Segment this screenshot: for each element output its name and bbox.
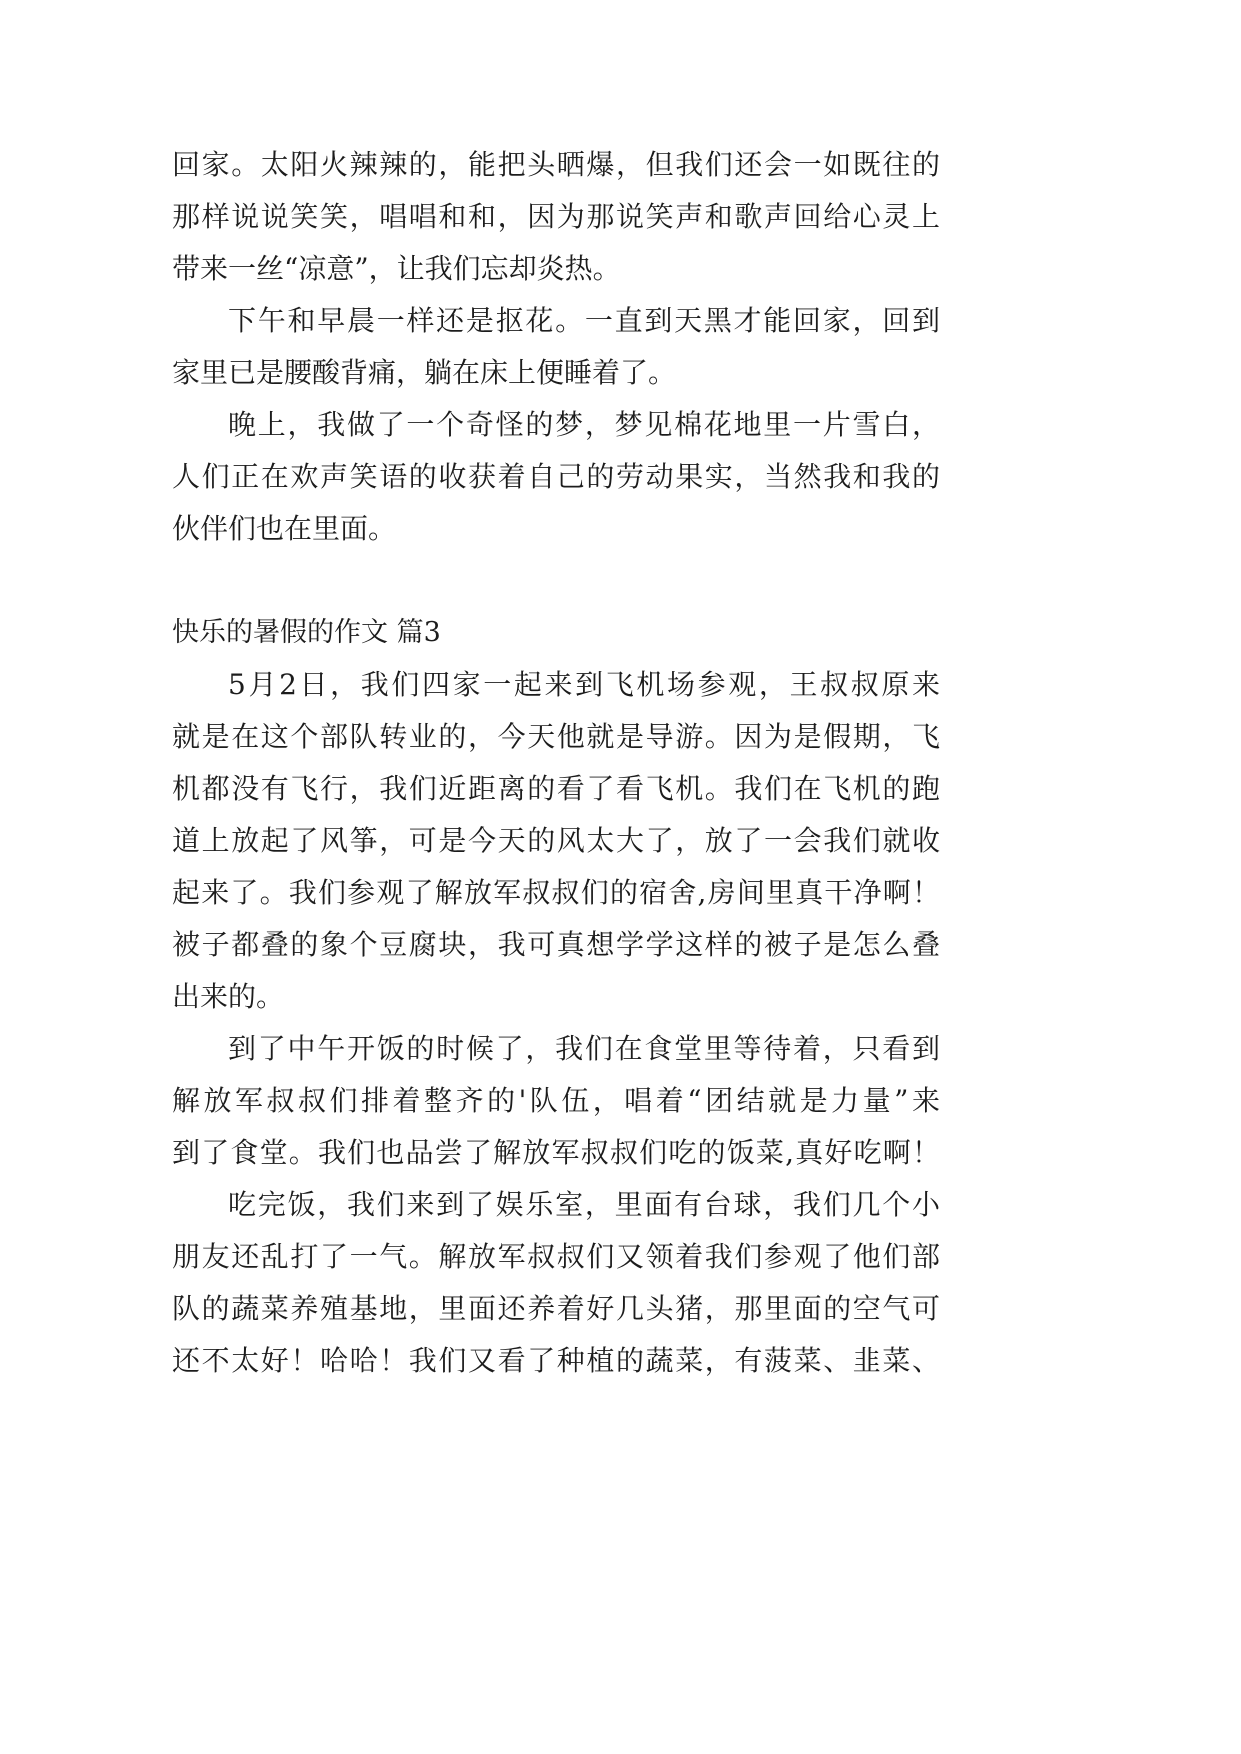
text-line: 道上放起了风筝，可是今天的风太大了，放了一会我们就收: [172, 824, 940, 857]
text-line: 吃完饭，我们来到了娱乐室，里面有台球，我们几个小: [228, 1188, 940, 1221]
text-line: 晚上，我做了一个奇怪的梦，梦见棉花地里一片雪白，: [228, 408, 940, 441]
text-line: 被子都叠的象个豆腐块，我可真想学学这样的被子是怎么叠: [172, 928, 940, 961]
text-line: 起来了。我们参观了解放军叔叔们的宿舍,房间里真干净啊！: [172, 876, 940, 909]
text-line: 回家。太阳火辣辣的，能把头晒爆，但我们还会一如既往的: [172, 148, 940, 181]
text-line: 人们正在欢声笑语的收获着自己的劳动果实，当然我和我的: [172, 460, 940, 493]
text-line: 朋友还乱打了一气。解放军叔叔们又领着我们参观了他们部: [172, 1240, 940, 1273]
paragraph: [172, 1179, 940, 1387]
text-line: 出来的。: [172, 980, 285, 1013]
text-line: 家里已是腰酸背痛，躺在床上便睡着了。: [172, 356, 677, 389]
paragraph: [172, 139, 940, 295]
text-line: 解放军叔叔们排着整齐的'队伍，唱着“团结就是力量”来: [172, 1084, 940, 1117]
text-line: 到了食堂。我们也品尝了解放军叔叔们吃的饭菜,真好吃啊！: [172, 1136, 940, 1169]
text-line: 队的蔬菜养殖基地，里面还养着好几头猪，那里面的空气可: [172, 1292, 940, 1325]
text-line: 到了中午开饭的时候了，我们在食堂里等待着，只看到: [228, 1032, 940, 1065]
document-body: [172, 139, 940, 1387]
paragraph: [172, 659, 940, 1023]
paragraph: [172, 1023, 940, 1179]
text-line: 还不太好！哈哈！我们又看了种植的蔬菜，有菠菜、韭菜、: [172, 1344, 940, 1377]
paragraph: [172, 295, 940, 399]
text-line: 带来一丝“凉意”，让我们忘却炎热。: [172, 252, 621, 285]
text-line: 5月2日，我们四家一起来到飞机场参观，王叔叔原来: [228, 668, 940, 701]
blank-line: [172, 555, 940, 607]
text-line: 下午和早晨一样还是抠花。一直到天黑才能回家，回到: [228, 304, 940, 337]
paragraph: [172, 399, 940, 555]
text-line: 机都没有飞行，我们近距离的看了看飞机。我们在飞机的跑: [172, 772, 940, 805]
section-heading: 快乐的暑假的作文 篇3: [172, 617, 441, 648]
text-line: 伙伴们也在里面。: [172, 512, 397, 545]
text-line: 那样说说笑笑，唱唱和和，因为那说笑声和歌声回给心灵上: [172, 200, 940, 233]
text-line: 就是在这个部队转业的，今天他就是导游。因为是假期，飞: [172, 720, 940, 753]
